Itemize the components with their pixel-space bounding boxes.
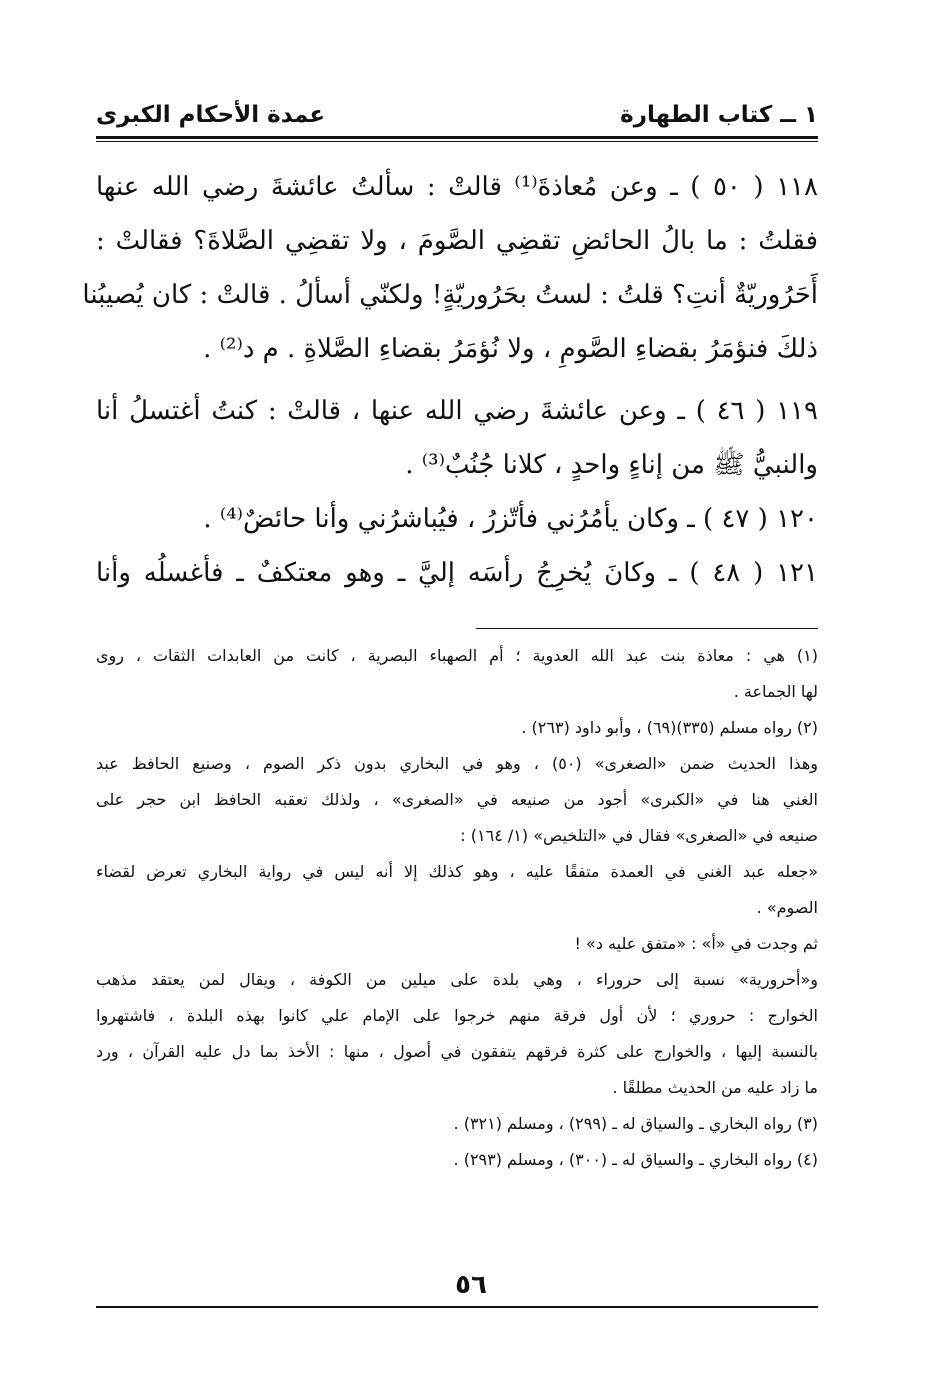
chapter-title: ١ ــ كتاب الطهارة [620, 102, 818, 128]
footnote-1-line-2: لها الجماعة . [733, 682, 818, 701]
footnote-2-line-1: (٢) رواه مسلم (٣٣٥)(٦٩) ، وأبو داود (٢٦٣) . [521, 718, 818, 737]
hadith-119-line-1: ١١٩ ( ٤٦ ) ـ وعن عائشةَ رضي الله عنها ، قالتْ : كنتُ أغتسلُ أنا [96, 396, 818, 426]
footnote-2-line-2: وهذا الحديث ضمن «الصغرى» (٥٠) ، وهو في البخاري بدون ذكر الصوم ، وصنيع الحافظ عبد [96, 754, 818, 773]
hadith-120-line-1: ١٢٠ ( ٤٧ ) ـ وكان يأمُرُني فأتّزرُ ، فيُباشرُني وأنا حائضٌ⁽⁴⁾ . [203, 504, 818, 534]
main-text [82, 160, 818, 600]
hadith-118-line-1: ١١٨ ( ٥٠ ) ـ وعن مُعاذةَ⁽¹⁾ قالتْ : سألتُ عائشةَ رضي الله عنها [96, 172, 818, 202]
hadith-118-line-4: ذلكَ فنؤمَرُ بقضاءِ الصَّومِ ، ولا نُؤمَرُ بقضاءِ الصَّلاةِ . م د⁽²⁾ . [203, 334, 818, 364]
running-header [96, 98, 818, 138]
footnote-2-quote-line-2: الصوم» . [756, 898, 818, 917]
footnote-2-line-8: بالنسبة إليها ، والخوارج على كثرة فرقهم يتفقون في أصول ، منها : الأخذ بما دل عليه القرآن ، ورد [96, 1042, 818, 1061]
footnote-2-line-4: صنيعه في «الصغرى» فقال في «التلخيص» (١/ ١٦٤) : [460, 826, 818, 845]
footnote-2-line-5: ثم وجدت في «أ» : «متفق عليه د» ! [574, 934, 818, 953]
footnote-2-line-7: الخوارج : حروري ؛ لأن أول فرقة منهم خرجوا على الإمام علي كانوا بهذه البلدة ، فاشتهروا [96, 1006, 818, 1025]
header-rule [96, 136, 818, 139]
footnotes [96, 638, 818, 1178]
footnote-2-line-3: الغني هنا في «الكبرى» أجود من صنيعه في «الصغرى» ، ولذلك تعقبه الحافظ ابن حجر على [96, 790, 818, 809]
footnote-2-quote-line-1: «جعله عبد الغني في العمدة متفقًا عليه ، وهو كذلك إلا أنه ليس في رواية البخاري تعرض لقضاء [96, 862, 818, 881]
footnote-separator [476, 628, 818, 629]
page-number: ٥٦ [455, 1270, 487, 1300]
footnote-1-line-1: (١) هي : معاذة بنت عبد الله العدوية ؛ أم الصهباء البصرية ، كانت من العابدات الثقات ، روى [96, 646, 818, 665]
footnote-2-line-9: ما زاد عليه من الحديث مطلقًا . [612, 1078, 818, 1097]
footer-rule [96, 1306, 818, 1308]
hadith-119-line-2: والنبيُّ ﷺ من إناءٍ واحدٍ ، كلانا جُنُبٌ⁽³⁾ . [405, 450, 818, 480]
hadith-118-line-3: أَحَرُوريّةٌ أنتِ؟ قلتُ : لستُ بحَرُوريّةٍ! ولكنّي أسألُ . قالتْ : كان يُصيبُنا [82, 280, 818, 310]
header-rule-thin [96, 141, 818, 142]
footnote-4: (٤) رواه البخاري ـ والسياق له ـ (٣٠٠) ، ومسلم (٢٩٣) . [453, 1150, 818, 1169]
hadith-121-line-1: ١٢١ ( ٤٨ ) ـ وكانَ يُخرِجُ رأسَه إليَّ ـ وهو معتكفٌ ـ فأغسلُه وأنا [96, 558, 818, 588]
footnote-2-line-6: و«أحرورية» نسبة إلى حروراء ، وهي بلدة على ميلين من الكوفة ، ويقال لمن يعتقد مذهب [96, 970, 818, 989]
footnote-3: (٣) رواه البخاري ـ والسياق له ـ (٢٩٩) ، ومسلم (٣٢١) . [453, 1114, 818, 1133]
hadith-118-line-2: فقلتُ : ما بالُ الحائضِ تقضِي الصَّومَ ، ولا تقضِي الصَّلاةَ؟ فقالتْ : [96, 226, 818, 256]
book-title: عمدة الأحكام الكبرى [96, 102, 326, 128]
